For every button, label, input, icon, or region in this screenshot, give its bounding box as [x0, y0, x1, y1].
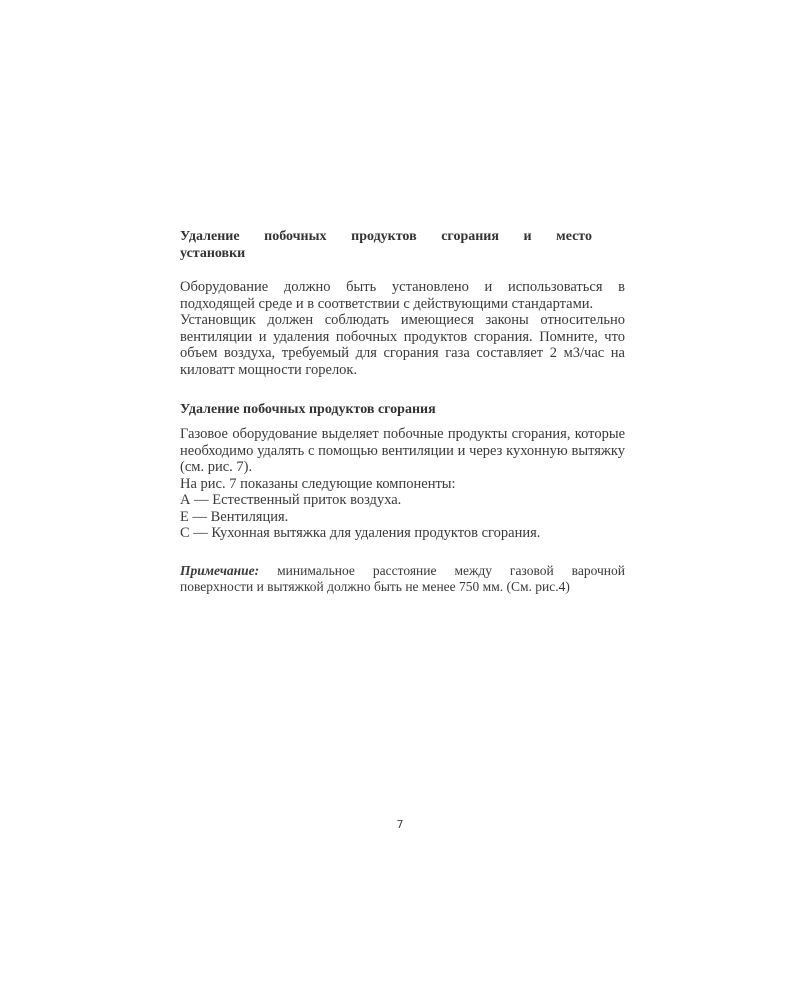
component-item-a: А — Естественный приток воздуха.: [180, 492, 402, 508]
component-item-e: Е — Вентиляция.: [180, 508, 289, 525]
page-content: [180, 228, 625, 609]
note: [180, 563, 625, 596]
paragraph-gas-combustion-products: Газовое оборудование выделяет побочные продукты сгорания, которые необходимо удалять с помощью вентиляции и через кухонную вытяжку (см. рис. 7).: [180, 426, 625, 475]
paragraph-equipment-standards: Оборудование должно быть установлено и использоваться в подходящей среде и в соответствии с действующими стандартами.: [180, 279, 625, 312]
section-heading-exhaust: Удаление побочных продуктов сгорания: [180, 402, 436, 417]
components-intro: На рис. 7 показаны следующие компоненты:: [180, 475, 456, 492]
section-heading-line-2: установки: [180, 246, 246, 261]
paragraph-installer-requirements: Установщик должен соблюдать имеющиеся законы относительно вентиляции и удаления побочных продуктов сгорания. Помните, что объем воздуха, требуемый для сгорания газа составляет 2 м3/час на киловатт мощности горелок.: [180, 312, 625, 378]
note-label: Примечание:: [180, 562, 260, 578]
component-item-c: С — Кухонная вытяжка для удаления продуктов сгорания.: [180, 525, 541, 541]
page-number: 7: [396, 818, 404, 831]
note-text: минимальное расстояние между газовой варочной поверхности и вытяжкой должно быть не менее 750 мм. (См. рис.4): [180, 562, 625, 594]
section-heading-exhaust-and-installation: [180, 228, 625, 262]
section-heading-line-1: Удаление побочных продуктов сгорания и место: [180, 229, 592, 244]
